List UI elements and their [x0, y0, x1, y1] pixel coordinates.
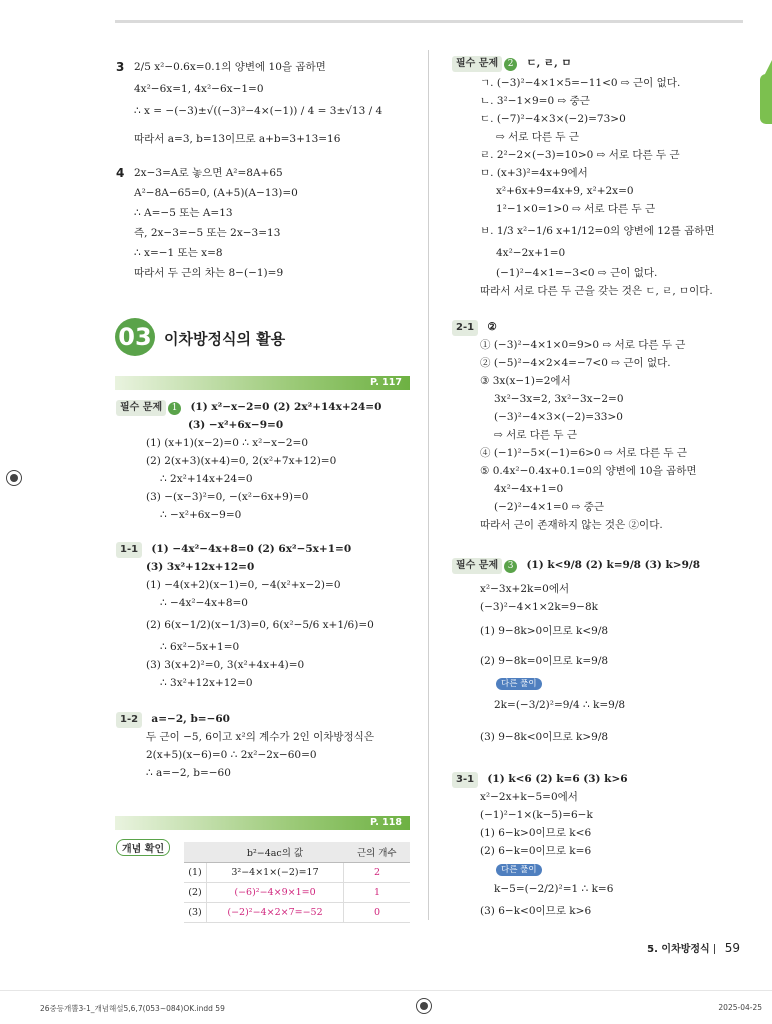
solution-line: ⇨ 서로 다른 두 근 — [496, 131, 580, 143]
solution-line: 2x−3=A로 놓으면 A²=8A+65 — [134, 167, 283, 179]
table-cell: 1 — [344, 883, 411, 903]
answer: (1) −4x²−4x+8=0 (2) 6x²−5x+1=0 — [151, 543, 352, 555]
solution-line: 3x²−3x=2, 3x²−3x−2=0 — [494, 393, 624, 405]
solution-line: (2) 2(x+3)(x+4)=0, 2(x²+7x+12)=0 — [146, 455, 337, 467]
solution-line: (3) −(x−3)²=0, −(x²−6x+9)=0 — [146, 491, 309, 503]
problem-circle: 2 — [504, 58, 517, 71]
solution-line: (−1)²−4×1=−3<0 ⇨ 근이 없다. — [496, 267, 658, 279]
solution-line: 따라서 두 근의 차는 8−(−1)=9 — [134, 267, 284, 279]
table-cell: (2) — [184, 883, 207, 903]
page-footer — [647, 940, 740, 955]
answer: ② — [487, 321, 497, 333]
solution-line: ④ (−1)²−5×(−1)=6>0 ⇨ 서로 다른 두 근 — [480, 447, 687, 459]
solution-line: ② (−5)²−4×2×4=−7<0 ⇨ 근이 없다. — [480, 357, 671, 369]
solution-line: ∴ a=−2, b=−60 — [146, 767, 231, 779]
solution-line: x²−2x+k−5=0에서 — [480, 791, 578, 803]
solution-line: (1) −4(x+2)(x−1)=0, −4(x²+x−2)=0 — [146, 579, 341, 591]
solution-line: (2) 6(x−1/2)(x−1/3)=0, 6(x²−5/6 x+1/6)=0 — [146, 619, 374, 631]
solution-line: ∴ A=−5 또는 A=13 — [134, 207, 233, 219]
solution-line: x²+6x+9=4x+9, x²+2x=0 — [496, 185, 634, 197]
solution-line: ㅁ. (x+3)²=4x+9에서 — [480, 167, 588, 179]
answer: (1) k<6 (2) k=6 (3) k>6 — [487, 773, 628, 785]
problem-tag: 필수 문제 — [452, 558, 502, 574]
problem-tag: 1-2 — [116, 712, 142, 728]
table-cell: (−6)²−4×9×1=0 — [207, 883, 344, 903]
table-header-row — [184, 842, 410, 863]
solution-line: 2/5 x²−0.6x=0.1의 양변에 10을 곱하면 — [134, 61, 326, 73]
solution-line: ⑤ 0.4x²−0.4x+0.1=0의 양변에 10을 곱하면 — [480, 465, 697, 477]
solution-line: ③ 3x(x−1)=2에서 — [480, 375, 571, 387]
solution-line: 2(x+5)(x−6)=0 ∴ 2x²−2x−60=0 — [146, 749, 317, 761]
answer: (1) x²−x−2=0 (2) 2x²+14x+24=0 — [190, 401, 382, 413]
solution-line: ∴ 3x²+12x+12=0 — [160, 677, 253, 689]
page-ref: P. 118 — [370, 817, 402, 828]
table-header: 근의 개수 — [344, 842, 411, 863]
problem-tag: 2-1 — [452, 320, 478, 336]
solution-line: ㄱ. (−3)²−4×1×5=−11<0 ⇨ 근이 없다. — [480, 77, 681, 89]
problem-tag: 필수 문제 — [452, 56, 502, 72]
solution-line: ∴ x = −(−3)±√((−3)²−4×(−1)) / 4 = 3±√13 / 4 — [134, 105, 383, 117]
problem-circle: 3 — [504, 560, 517, 573]
problem-tag: 3-1 — [452, 772, 478, 788]
solution-line: k−5=(−2/2)²=1 ∴ k=6 — [494, 883, 614, 895]
solution-line: 4x²−2x+1=0 — [496, 247, 566, 259]
solution-line: ∴ x=−1 또는 x=8 — [134, 247, 223, 259]
alternative-solution-label: 다른 풀이 — [496, 678, 542, 690]
solution-line: ∴ −x²+6x−9=0 — [160, 509, 242, 521]
discriminant-table — [184, 842, 410, 923]
table-cell: 2 — [344, 863, 411, 883]
problem-circle: 1 — [168, 402, 181, 415]
problem-tag: 필수 문제 — [116, 400, 166, 416]
column-divider — [428, 50, 429, 920]
page-ref-bar — [115, 816, 410, 830]
solution-line: x²−3x+2k=0에서 — [480, 583, 570, 595]
alternative-solution-label: 다른 풀이 — [496, 864, 542, 876]
problem-tag: 1-1 — [116, 542, 142, 558]
solution-line: 2k=(−3/2)²=9/4 ∴ k=9/8 — [494, 699, 626, 711]
table-cell: (1) — [184, 863, 207, 883]
top-rule — [115, 20, 743, 23]
table-header: b²−4ac의 값 — [207, 842, 344, 863]
solution-line: 따라서 근이 존재하지 않는 것은 ②이다. — [480, 519, 663, 531]
solution-line: ∴ 2x²+14x+24=0 — [160, 473, 253, 485]
solution-line: 따라서 서로 다른 두 근을 갖는 것은 ㄷ, ㄹ, ㅁ이다. — [480, 285, 713, 297]
solution-line: ⇨ 서로 다른 두 근 — [494, 429, 578, 441]
answer: a=−2, b=−60 — [151, 713, 230, 725]
side-chapter-tab — [760, 74, 772, 124]
table-cell: (3) — [184, 903, 207, 923]
table-cell: 0 — [344, 903, 411, 923]
solution-line: (3) 6−k<0이므로 k>6 — [480, 905, 592, 917]
answer: (3) −x²+6x−9=0 — [188, 419, 284, 431]
answer: ㄷ, ㄹ, ㅁ — [526, 57, 572, 69]
solution-line: ∴ 6x²−5x+1=0 — [160, 641, 240, 653]
answer: (3) 3x²+12x+12=0 — [146, 561, 255, 573]
problem-number: 3 — [116, 60, 125, 74]
problem-number: 4 — [116, 166, 125, 180]
concept-check-label: 개념 확인 — [116, 839, 170, 856]
print-date: 2025-04-25 — [718, 1003, 762, 1012]
solution-line: (2) 9−8k=0이므로 k=9/8 — [480, 655, 609, 667]
answer: (1) k<9/8 (2) k=9/8 (3) k>9/8 — [526, 559, 701, 571]
solution-line: (1) 6−k>0이므로 k<6 — [480, 827, 592, 839]
solution-line: ㄴ. 3²−1×9=0 ⇨ 중근 — [480, 95, 590, 107]
footer-divider — [714, 944, 715, 954]
solution-line: ㄷ. (−7)²−4×3×(−2)=73>0 — [480, 113, 626, 125]
table-cell: 3²−4×1×(−2)=17 — [207, 863, 344, 883]
solution-line: (−1)²−1×(k−5)=6−k — [480, 809, 593, 821]
table-row — [184, 863, 410, 883]
page-number: 59 — [724, 941, 740, 955]
registration-mark-icon — [6, 470, 22, 486]
solution-line: (−3)²−4×3×(−2)=33>0 — [494, 411, 623, 423]
chapter-label: 5. 이차방정식 — [647, 944, 710, 955]
solution-line: (−2)²−4×1=0 ⇨ 중근 — [494, 501, 605, 513]
section-title: 이차방정식의 활용 — [164, 330, 286, 348]
table-row — [184, 883, 410, 903]
solution-line: A²−8A−65=0, (A+5)(A−13)=0 — [134, 187, 298, 199]
solution-line: (1) (x+1)(x−2)=0 ∴ x²−x−2=0 — [146, 437, 309, 449]
table-cell: (−2)²−4×2×7=−52 — [207, 903, 344, 923]
solution-line: (3) 9−8k<0이므로 k>9/8 — [480, 731, 609, 743]
crop-line — [0, 990, 772, 991]
print-filename: 26중등개뿔3-1_개념해설5,6,7(053~084)OK.indd 59 — [40, 1004, 225, 1013]
solution-line: ① (−3)²−4×1×0=9>0 ⇨ 서로 다른 두 근 — [480, 339, 686, 351]
solution-line: ㅂ. 1/3 x²−1/6 x+1/12=0의 양변에 12를 곱하면 — [480, 225, 715, 237]
registration-mark-icon — [416, 998, 432, 1014]
solution-line: ㄹ. 2²−2×(−3)=10>0 ⇨ 서로 다른 두 근 — [480, 149, 680, 161]
page-ref-bar — [115, 376, 410, 390]
table-row — [184, 903, 410, 923]
table-header — [184, 842, 207, 863]
solution-line: 두 근이 −5, 6이고 x²의 계수가 2인 이차방정식은 — [146, 731, 374, 743]
solution-line: 4x²−6x=1, 4x²−6x−1=0 — [134, 83, 264, 95]
solution-line: 4x²−4x+1=0 — [494, 483, 564, 495]
section-number: 03 — [115, 318, 155, 356]
solution-line: (1) 9−8k>0이므로 k<9/8 — [480, 625, 609, 637]
solution-line: (3) 3(x+2)²=0, 3(x²+4x+4)=0 — [146, 659, 305, 671]
solution-line: 따라서 a=3, b=13이므로 a+b=3+13=16 — [134, 133, 341, 145]
solution-line: ∴ −4x²−4x+8=0 — [160, 597, 248, 609]
solution-line: (−3)²−4×1×2k=9−8k — [480, 601, 598, 613]
solution-line: 1²−1×0=1>0 ⇨ 서로 다른 두 근 — [496, 203, 656, 215]
solution-line: 즉, 2x−3=−5 또는 2x−3=13 — [134, 227, 281, 239]
page-ref: P. 117 — [370, 377, 402, 388]
solution-line: (2) 6−k=0이므로 k=6 — [480, 845, 592, 857]
